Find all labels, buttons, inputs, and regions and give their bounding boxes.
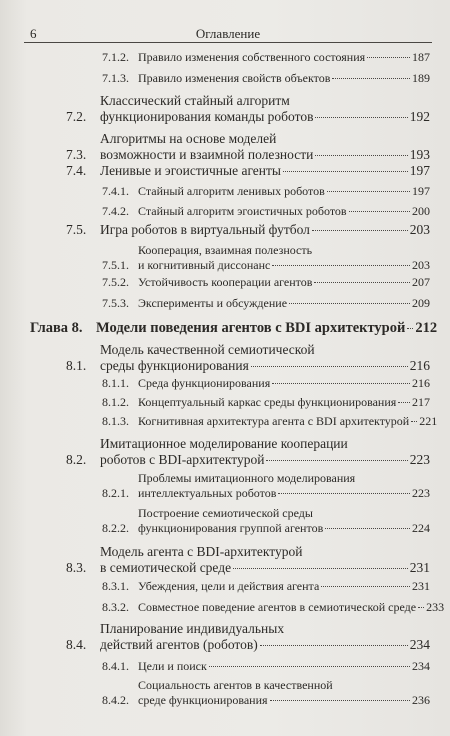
toc-entry-number: 8.3.2. (102, 600, 129, 614)
toc-entry-title (100, 544, 430, 576)
toc-entry-title-line: Планирование индивидуальных (100, 621, 285, 636)
toc-entry (66, 131, 430, 163)
dot-leader (209, 666, 410, 667)
dot-leader (349, 211, 410, 212)
toc-entry-title-line: функционирования команды роботов (100, 109, 314, 124)
toc-entry-number: 7.5.2. (102, 275, 129, 289)
toc-entry-title-line: Стайный алгоритм эгоистичных роботов (138, 204, 347, 218)
dot-leader (278, 493, 410, 494)
dot-leader (315, 117, 407, 118)
toc-entry-number: 8.2.2. (102, 521, 129, 535)
toc-entry (102, 506, 430, 536)
toc-entry (66, 436, 430, 468)
toc-entry-number: 7.4.2. (102, 204, 129, 218)
toc-entry-title-line: Классический стайный алгоритм (100, 93, 290, 108)
toc-entry (102, 471, 430, 501)
dot-leader (314, 282, 410, 283)
toc-entry-number: 7.5. (66, 222, 87, 237)
toc-entry-title-line: Эксперименты и обсуждение (138, 296, 288, 310)
toc-entry-title-line: Ленивые и эгоистичные агенты (100, 163, 281, 178)
toc-entry-page: 234 (409, 637, 430, 652)
dot-leader (270, 700, 410, 701)
toc-entry-title-line: функционирования группой агентов (138, 521, 324, 535)
dot-leader (233, 568, 408, 569)
toc-entry-page: 231 (412, 579, 430, 593)
toc-entry-page: 203 (412, 258, 430, 272)
toc-entry-number: 7.2. (66, 109, 87, 124)
toc-entry (102, 579, 430, 594)
toc-entry-number: 8.2.1. (102, 486, 129, 500)
dot-leader (312, 230, 408, 231)
toc-entry-page: 187 (412, 50, 430, 64)
toc-entry-page: 217 (412, 395, 430, 409)
toc-entry-title-line: Когнитивная архитектура агента с BDI архитектурой (138, 414, 410, 428)
toc-entry (102, 414, 438, 429)
dot-leader (407, 328, 413, 329)
toc-entry (102, 275, 430, 290)
toc-entry-title-line: роботов с BDI-архитектурой (100, 452, 265, 467)
toc-entry-title-line: среде функционирования (138, 693, 268, 707)
toc-entry-title (138, 471, 430, 501)
toc-entry-page: 231 (409, 560, 430, 575)
dot-leader (411, 421, 417, 422)
toc-entry-title (100, 93, 430, 125)
toc-entry-number: 7.5.3. (102, 296, 129, 310)
toc-entry-page: 236 (412, 693, 430, 707)
toc-entry-title (100, 163, 430, 179)
toc-entry-title-line: действий агентов (роботов) (100, 637, 258, 652)
toc-entry (66, 222, 430, 238)
toc-entry-page: 197 (409, 163, 430, 178)
toc-entry-number: 8.3.1. (102, 579, 129, 593)
toc-entry-page: 221 (419, 414, 438, 428)
toc-entry (102, 376, 430, 391)
dot-leader (260, 645, 408, 646)
toc-entry-number: 8.4.1. (102, 659, 129, 673)
toc-entry-title-line: Убеждения, цели и действия агента (138, 579, 320, 593)
toc-entry-title-line: Алгоритмы на основе моделей (100, 131, 277, 146)
toc-entry (102, 296, 430, 311)
toc-entry-title (100, 621, 430, 653)
dot-leader (289, 303, 410, 304)
toc-entry-number: 7.5.1. (102, 258, 129, 272)
toc-entry (102, 678, 430, 708)
toc-entry-number: Глава 8. (30, 320, 83, 336)
toc-entry-number: 7.1.2. (102, 50, 129, 64)
toc-entry-number: 7.4. (66, 163, 87, 178)
toc-entry (102, 659, 430, 674)
toc-entry-title-line: интеллектуальных роботов (138, 486, 277, 500)
dot-leader (266, 460, 407, 461)
page-number: 6 (30, 26, 37, 41)
toc-entry-title (138, 50, 430, 65)
toc-entry-title (138, 600, 444, 615)
toc-entry (66, 163, 430, 179)
toc-entry-page: 233 (426, 600, 445, 614)
toc-entry-title (138, 659, 430, 674)
toc-entry-page: 234 (412, 659, 430, 673)
toc-entry-title-line: Правило изменения собственного состояния (138, 50, 366, 64)
dot-leader (272, 265, 410, 266)
toc-entry-title-line: и когнитивный диссонанс (138, 258, 271, 272)
toc-entry-number: 7.4.1. (102, 184, 129, 198)
dot-leader (418, 607, 424, 608)
toc-entry-title-line: Модель агента с BDI-архитектурой (100, 544, 303, 559)
toc-entry-title (138, 395, 430, 410)
toc-entry-page: 189 (412, 71, 430, 85)
toc-entry-title-line: Проблемы имитационного моделирования (138, 471, 356, 485)
toc-entry-title (138, 579, 430, 594)
toc-entry-title (138, 204, 430, 219)
toc-entry-number: 8.2. (66, 452, 87, 467)
toc-entry-title (138, 243, 430, 273)
dot-leader (251, 366, 408, 367)
toc-entry-number: 8.1.2. (102, 395, 129, 409)
toc-entry-title (138, 376, 430, 391)
toc-entry-title (138, 275, 430, 290)
toc-entry-page: 207 (412, 275, 430, 289)
toc-entry-title-line: Цели и поиск (138, 659, 207, 673)
dot-leader (272, 383, 410, 384)
toc-entry-title-line: Совместное поведение агентов в семиотической среде (138, 600, 417, 614)
toc-entry-number: 7.1.3. (102, 71, 129, 85)
toc-entry-page: 193 (409, 147, 430, 162)
toc-entry (102, 600, 445, 615)
dot-leader (315, 155, 407, 156)
toc-entry (102, 395, 430, 410)
toc-entry-page: 223 (409, 452, 430, 467)
page-title: Оглавление (195, 26, 261, 41)
toc-entry-number: 8.1.1. (102, 376, 129, 390)
toc-entry-page: 197 (412, 184, 430, 198)
toc-entry-number: 8.1.3. (102, 414, 129, 428)
toc-entry-page: 200 (412, 204, 430, 218)
toc-entry (102, 50, 430, 65)
toc-entry-title-line: Модели поведения агентов с BDI архитектурой (96, 320, 406, 336)
toc-entry-title-line: Среда функционирования (138, 376, 271, 390)
toc-entry-title-line: в семиотической среде (100, 560, 232, 575)
toc-entry-page: 212 (415, 320, 438, 336)
toc-entry-title-line: Построение семиотической среды (138, 506, 313, 520)
toc-entry-title-line: Устойчивость кооперации агентов (138, 275, 313, 289)
toc-entry-title-line: возможности и взаимной полезности (100, 147, 314, 162)
toc-entry (66, 93, 430, 125)
dot-leader (283, 171, 408, 172)
toc-entry-page: 216 (412, 376, 430, 390)
toc-entry-title-line: среды функционирования (100, 358, 249, 373)
toc-entry (102, 204, 430, 219)
toc-entry-title (138, 296, 430, 311)
toc-entry-number: 8.4.2. (102, 693, 129, 707)
toc-entry-page: 209 (412, 296, 430, 310)
toc-entry-title (138, 506, 430, 536)
toc-entry-title (138, 414, 437, 429)
toc-entry-title (100, 342, 430, 374)
toc-entry-title (138, 678, 430, 708)
toc-entry (66, 342, 430, 374)
toc-entry-title (100, 436, 430, 468)
toc-entry-number: 8.4. (66, 637, 87, 652)
toc-entry-title-line: Модель качественной семиотической (100, 342, 315, 357)
toc-entry (102, 71, 430, 86)
toc-entry-title (96, 320, 437, 337)
toc-entry-title-line: Игра роботов в виртуальный футбол (100, 222, 310, 237)
toc-entry (102, 243, 430, 273)
toc-entry (66, 621, 430, 653)
toc-entry-title (138, 184, 430, 199)
toc-entry-title-line: Стайный алгоритм ленивых роботов (138, 184, 325, 198)
dot-leader (321, 586, 410, 587)
toc-entry-title-line: Правило изменения свойств объектов (138, 71, 331, 85)
toc-entry-title (138, 71, 430, 86)
toc-entry-page: 223 (412, 486, 430, 500)
toc-entry (102, 184, 430, 199)
toc-entry (66, 544, 430, 576)
toc-entry-number: 8.1. (66, 358, 87, 373)
toc-entry-page: 224 (412, 521, 430, 535)
toc-entry-title (100, 131, 430, 163)
toc-entry-page: 203 (409, 222, 430, 237)
dot-leader (398, 402, 410, 403)
dot-leader (325, 528, 410, 529)
toc-entry (30, 320, 438, 337)
dot-leader (327, 191, 410, 192)
dot-leader (367, 57, 410, 58)
toc-entry-title-line: Кооперация, взаимная полезность (138, 243, 313, 257)
toc-entry-page: 216 (409, 358, 430, 373)
toc-entry-title-line: Концептуальный каркас среды функционирования (138, 395, 397, 409)
toc-entry-title-line: Имитационное моделирование кооперации (100, 436, 348, 451)
toc-entry-title (100, 222, 430, 238)
toc-entry-page: 192 (409, 109, 430, 124)
dot-leader (332, 78, 410, 79)
toc-entry-number: 7.3. (66, 147, 87, 162)
toc-entry-number: 8.3. (66, 560, 87, 575)
toc-entry-title-line: Социальность агентов в качественной (138, 678, 333, 692)
